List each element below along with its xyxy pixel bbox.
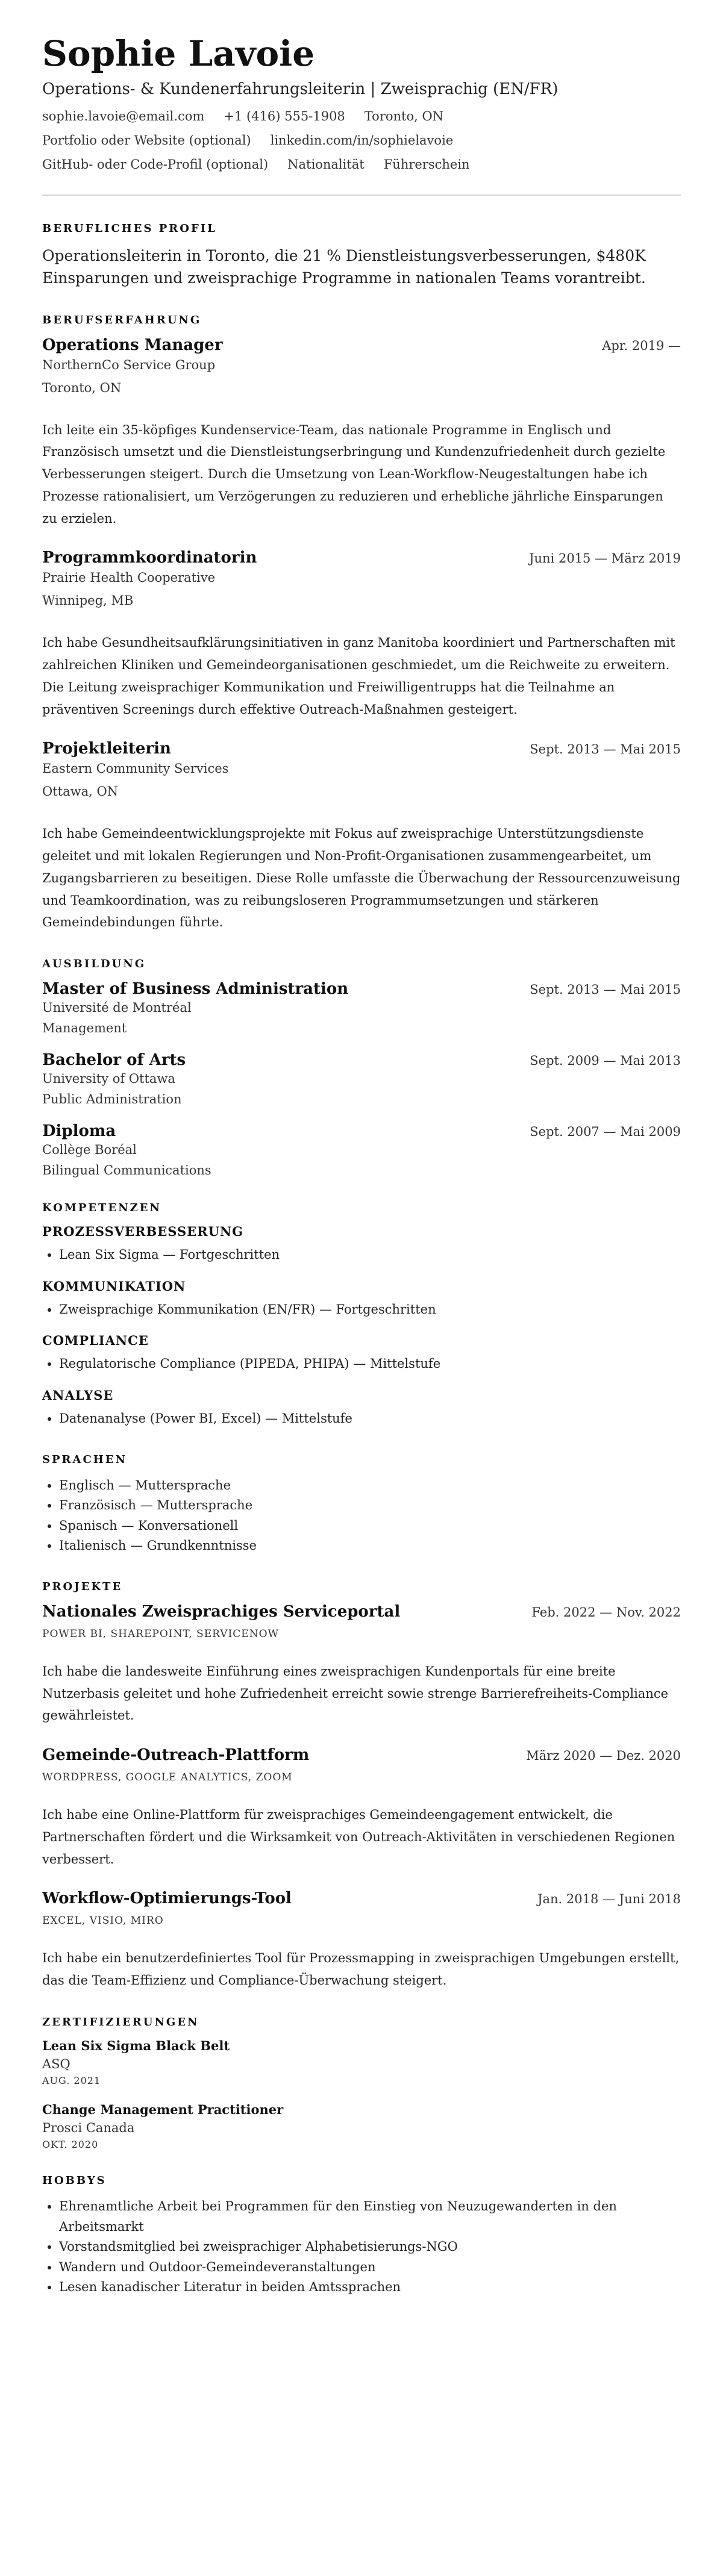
- language-item: • Englisch — Muttersprache: [59, 1476, 681, 1496]
- skill-item: • Regulatorische Compliance (PIPEDA, PHIPA) — Mittelstufe: [59, 1354, 681, 1374]
- project-date: Feb. 2022 — Nov. 2022: [531, 1605, 681, 1620]
- certification-entry: [42, 2102, 681, 2150]
- skill-category: COMPLIANCE: [42, 1333, 149, 1349]
- job-description: Ich leite ein 35-köpfiges Kundenservice-Team, das nationale Programme in Englisch und Französisch umsetzt und die Dienstleistungserbringung und Kundenzufriedenheit durch gezielte Verbesserungen steigert. Durch die Umsetzung von Lean-Workflow-Neugestaltungen habe ich Prozesse rationalisiert, um Verzögerungen zu reduzieren und erhebliche jährliche Einsparungen zu erzielen.: [42, 422, 666, 526]
- job-date: Apr. 2019 —: [602, 338, 681, 353]
- project-description: Ich habe die landesweite Einführung eines zweisprachigen Kundenportals für eine breite Nutzerbasis geleitet und hohe Zufriedenheit erreicht sowie strenge Barrierefreiheits-Compliance gewährleistet.: [42, 1664, 669, 1723]
- project-title: Gemeinde-Outreach-Plattform: [42, 1746, 310, 1765]
- degree-title: Diploma: [42, 1122, 116, 1141]
- job-location: Toronto, ON: [42, 380, 122, 395]
- skill-list: [42, 1409, 681, 1429]
- project-date: März 2020 — Dez. 2020: [526, 1748, 681, 1764]
- certification-name: Lean Six Sigma Black Belt: [42, 2038, 230, 2053]
- github-link: GitHub- oder Code-Profil (optional): [42, 157, 269, 172]
- project-tech: WORDPRESS, GOOGLE ANALYTICS, ZOOM: [42, 1771, 293, 1784]
- summary-text: Operationsleiterin in Toronto, die 21 % Dienstleistungsverbesserungen, $480K Einsparungen und zweisprachige Programme in nationalen Teams vorantreibt.: [42, 246, 646, 287]
- phone-text: +1 (416) 555-1908: [224, 108, 345, 123]
- project-entry: [42, 1603, 681, 1727]
- skills-section: [42, 1202, 681, 1429]
- skill-item: • Datenanalyse (Power BI, Excel) — Mittelstufe: [59, 1409, 681, 1429]
- project-title: Nationales Zweisprachiges Serviceportal: [42, 1602, 401, 1621]
- project-description: Ich habe eine Online-Plattform für zweisprachiges Gemeindeengagement entwickelt, die Partnerschaften fördert und die Wirksamkeit von Outreach-Aktivitäten in verschiedenen Regionen verbessert.: [42, 1807, 675, 1867]
- projects-heading: PROJEKTE: [42, 1580, 123, 1593]
- job-company: Prairie Health Cooperative: [42, 570, 216, 585]
- contact-row-links: [42, 133, 681, 148]
- certification-date: AUG. 2021: [42, 2074, 101, 2086]
- languages-heading: SPRACHEN: [42, 1453, 127, 1466]
- degree-title: Bachelor of Arts: [42, 1051, 186, 1070]
- education-entry: [42, 1051, 681, 1106]
- summary-section: [42, 222, 681, 290]
- skill-group: [42, 1333, 681, 1374]
- skill-category: ANALYSE: [42, 1387, 114, 1403]
- email-text: sophie.lavoie@email.com: [42, 108, 205, 123]
- contact-row-extra: [42, 157, 681, 172]
- certifications-section: [42, 2016, 681, 2150]
- projects-section: [42, 1580, 681, 1992]
- skill-group: [42, 1279, 681, 1320]
- project-entry: [42, 1889, 681, 1992]
- job-title: Operations Manager: [42, 335, 223, 354]
- degree-field: Bilingual Communications: [42, 1163, 211, 1178]
- job-company: Eastern Community Services: [42, 761, 229, 776]
- resume-header: [42, 34, 681, 172]
- degree-date: Sept. 2007 — Mai 2009: [530, 1124, 681, 1140]
- project-description: Ich habe ein benutzerdefiniertes Tool für Prozessmapping in zweisprachigen Umgebungen erstellt, das die Team-Effizienz und Compliance-Überwachung steigert.: [42, 1951, 680, 1988]
- school-name: Université de Montréal: [42, 1000, 192, 1015]
- degree-field: Management: [42, 1021, 127, 1036]
- education-section: [42, 958, 681, 1177]
- school-name: Collège Boréal: [42, 1143, 137, 1158]
- project-date: Jan. 2018 — Juni 2018: [537, 1892, 681, 1907]
- experience-entry: [42, 549, 681, 720]
- linkedin-link: linkedin.com/in/sophielavoie: [270, 133, 454, 148]
- hobby-list: [42, 2197, 681, 2298]
- license-text: Führerschein: [383, 157, 470, 172]
- languages-section: [42, 1453, 681, 1556]
- skill-group: [42, 1224, 681, 1265]
- skill-list: [42, 1300, 681, 1320]
- experience-entry: [42, 336, 681, 530]
- portfolio-link: Portfolio oder Website (optional): [42, 133, 251, 148]
- skill-item: • Lean Six Sigma — Fortgeschritten: [59, 1245, 681, 1265]
- skill-list: [42, 1245, 681, 1265]
- job-date: Juni 2015 — März 2019: [529, 551, 681, 566]
- summary-heading: BERUFLICHES PROFIL: [42, 222, 217, 235]
- job-title: Programmkoordinatorin: [42, 549, 257, 567]
- skill-category: KOMMUNIKATION: [42, 1278, 186, 1294]
- candidate-headline: Operations- & Kundenerfahrungsleiterin | Zweisprachig (EN/FR): [42, 80, 559, 98]
- contact-row-primary: [42, 109, 681, 123]
- job-location: Winnipeg, MB: [42, 593, 134, 608]
- job-date: Sept. 2013 — Mai 2015: [530, 742, 681, 757]
- degree-date: Sept. 2009 — Mai 2013: [530, 1053, 681, 1068]
- job-title: Projektleiterin: [42, 740, 171, 758]
- language-list: [42, 1476, 681, 1556]
- certifications-heading: ZERTIFIZIERUNGEN: [42, 2015, 199, 2029]
- education-entry: [42, 1122, 681, 1177]
- hobby-item: • Ehrenamtliche Arbeit bei Programmen für den Einstieg von Neuzugewanderten in den Arbeitsmarkt: [59, 2197, 681, 2237]
- job-company: NorthernCo Service Group: [42, 357, 216, 372]
- project-tech: EXCEL, VISIO, MIRO: [42, 1915, 164, 1927]
- job-location: Ottawa, ON: [42, 784, 119, 799]
- language-item: • Italienisch — Grundkenntnisse: [59, 1536, 681, 1556]
- certification-issuer: Prosci Canada: [42, 2120, 135, 2135]
- skills-heading: KOMPETENZEN: [42, 1202, 161, 1215]
- skill-category: PROZESSVERBESSERUNG: [42, 1224, 244, 1240]
- nationality-text: Nationalität: [287, 157, 365, 172]
- language-item: • Spanisch — Konversationell: [59, 1516, 681, 1536]
- job-description: Ich habe Gesundheitsaufklärungsinitiativen in ganz Manitoba koordiniert und Partnerschaften mit zahlreichen Kliniken und Gemeindeorganisationen geschmiedet, um die Reichweite zu erweitern. Die Leitung zweisprachiger Kommunikation und Freiwilligentrupps hat die Teilnahme an präventiven Screenings durch effektive Outreach-Maßnahmen gesteigert.: [42, 635, 675, 717]
- project-tech: POWER BI, SHAREPOINT, SERVICENOW: [42, 1627, 279, 1640]
- degree-field: Public Administration: [42, 1092, 182, 1107]
- school-name: University of Ottawa: [42, 1071, 175, 1087]
- certification-issuer: ASQ: [42, 2056, 70, 2071]
- skill-item: • Zweisprachige Kommunikation (EN/FR) — Fortgeschritten: [59, 1300, 681, 1320]
- degree-title: Master of Business Administration: [42, 980, 349, 999]
- education-entry: [42, 980, 681, 1035]
- certification-name: Change Management Practitioner: [42, 2101, 284, 2117]
- skill-group: [42, 1388, 681, 1429]
- degree-date: Sept. 2013 — Mai 2015: [530, 982, 681, 997]
- candidate-name: Sophie Lavoie: [42, 33, 315, 74]
- certification-date: OKT. 2020: [42, 2138, 99, 2150]
- education-heading: AUSBILDUNG: [42, 958, 146, 971]
- hobby-item: • Vorstandsmitglied bei zweisprachiger Alphabetisierungs-NGO: [59, 2237, 681, 2257]
- hobby-item: • Wandern und Outdoor-Gemeindeveranstaltungen: [59, 2257, 681, 2278]
- hobby-item: • Lesen kanadischer Literatur in beiden Amtssprachen: [59, 2277, 681, 2298]
- hobbies-heading: HOBBYS: [42, 2174, 107, 2187]
- language-item: • Französisch — Muttersprache: [59, 1495, 681, 1516]
- job-description: Ich habe Gemeindeentwicklungsprojekte mit Fokus auf zweisprachige Unterstützungsdienste geleitet und mit lokalen Regierungen und Non-Profit-Organisationen zusammengearbeitet, um Zugangsbarrieren zu beseitigen. Diese Rolle umfasste die Überwachung der Ressourcenzuweisung und Teamkoordination, was zu reibungsloseren Programmumsetzungen und stärkeren Gemeindebindungen führte.: [42, 826, 681, 930]
- certification-entry: [42, 2038, 681, 2086]
- hobbies-section: [42, 2174, 681, 2298]
- header-divider: [42, 195, 681, 196]
- experience-entry: [42, 740, 681, 934]
- project-title: Workflow-Optimierungs-Tool: [42, 1889, 292, 1908]
- experience-heading: BERUFSERFAHRUNG: [42, 313, 202, 326]
- project-entry: [42, 1746, 681, 1870]
- location-text: Toronto, ON: [364, 108, 444, 123]
- experience-section: [42, 314, 681, 934]
- skill-list: [42, 1354, 681, 1374]
